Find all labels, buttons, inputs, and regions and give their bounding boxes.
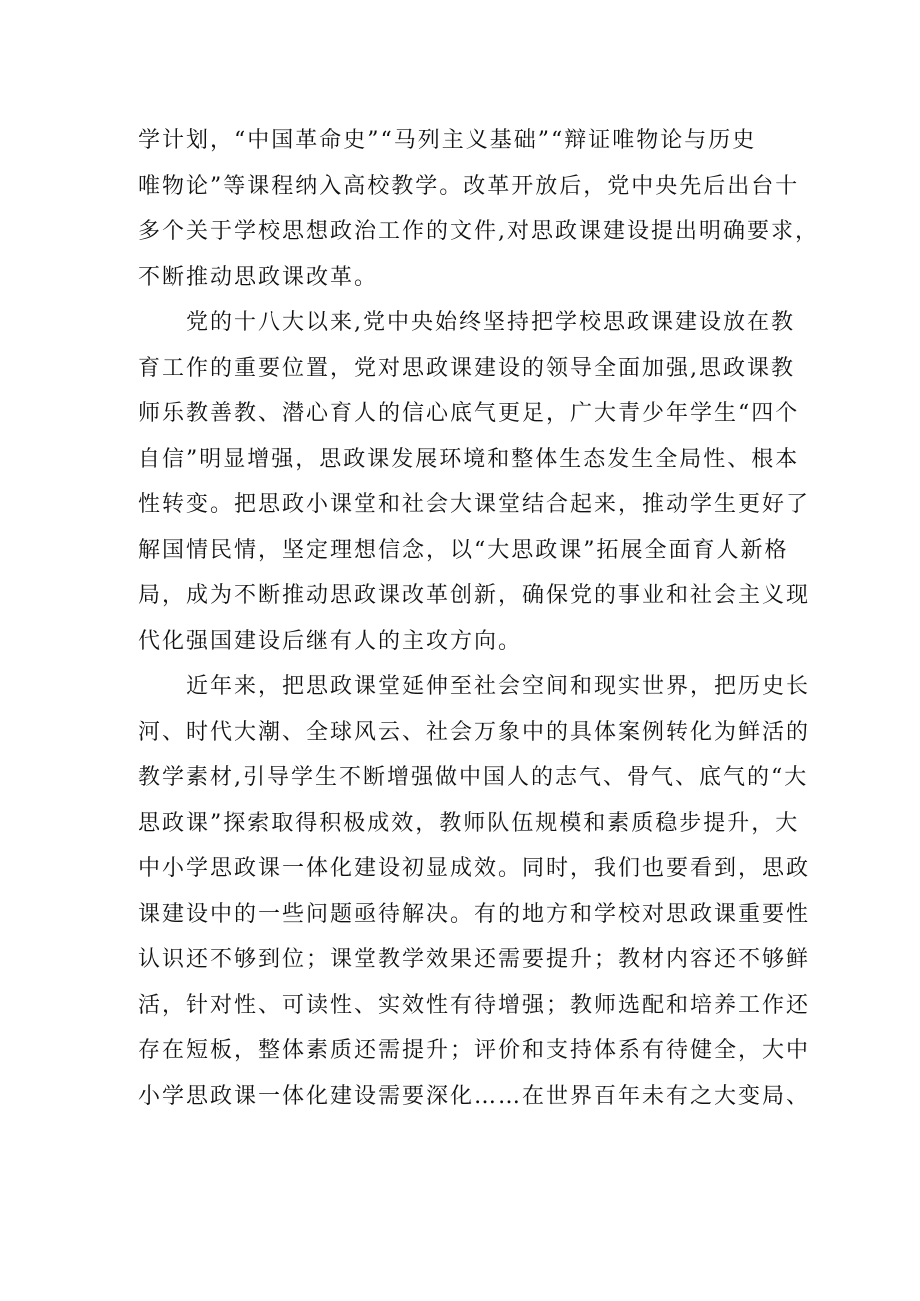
text-line: 活，针对性、可读性、实效性有待增强；教师选配和培养工作还 <box>138 992 811 1018</box>
text-line: 多个关于学校思想政治工作的文件,对思政课建设提出明确要求， <box>138 219 819 244</box>
text-line: 学计划，“中国革命史”“马列主义基础”“辩证唯物论与历史 <box>138 128 757 153</box>
text-line: 存在短板，整体素质还需提升；评价和支持体系有待健全，大中 <box>138 1038 811 1063</box>
text-line: 党的十八大以来,党中央始终坚持把学校思政课建设放在教 <box>138 310 795 335</box>
text-line: 师乐教善教、潜心育人的信心底气更足，广大青少年学生“四个 <box>138 401 800 426</box>
body-text <box>138 118 819 1119</box>
text-line: 不断推动思政课改革。 <box>138 264 379 290</box>
text-line: 中小学思政课一体化建设初显成效。同时，我们也要看到，思政 <box>138 856 811 881</box>
paragraph-1 <box>138 118 819 300</box>
text-line: 河、时代大潮、全球风云、社会万象中的具体案例转化为鲜活的 <box>138 719 811 745</box>
text-line: 解国情民情，坚定理想信念，以“大思政课”拓展全面育人新格 <box>138 537 789 563</box>
text-line: 唯物论”等课程纳入高校教学。改革开放后，党中央先后出台十 <box>138 173 800 199</box>
text-line: 性转变。把思政小课堂和社会大课堂结合起来，推动学生更好了 <box>138 492 811 517</box>
paragraph-2 <box>138 300 811 664</box>
text-line: 课建设中的一些问题亟待解决。有的地方和学校对思政课重要性 <box>138 901 811 927</box>
text-line: 局，成为不断推动思政课改革创新，确保党的事业和社会主义现 <box>138 583 811 608</box>
text-line: 教学素材,引导学生不断增强做中国人的志气、骨气、底气的“大 <box>138 765 809 790</box>
paragraph-3 <box>138 664 811 1119</box>
text-line: 育工作的重要位置，党对思政课建设的领导全面加强,思政课教 <box>138 355 795 381</box>
text-line: 思政课”探索取得积极成效，教师队伍规模和素质稳步提升，大 <box>138 810 800 836</box>
text-line: 自信”明显增强，思政课发展环境和整体生态发生全局性、根本 <box>138 446 800 472</box>
text-line: 代化强国建设后继有人的主攻方向。 <box>138 628 523 654</box>
text-line: 小学思政课一体化建设需要深化……在世界百年未有之大变局、 <box>138 1083 811 1109</box>
text-line: 认识还不够到位；课堂教学效果还需要提升；教材内容还不够鲜 <box>138 947 811 972</box>
text-line: 近年来，把思政课堂延伸至社会空间和现实世界，把历史长 <box>138 674 811 699</box>
